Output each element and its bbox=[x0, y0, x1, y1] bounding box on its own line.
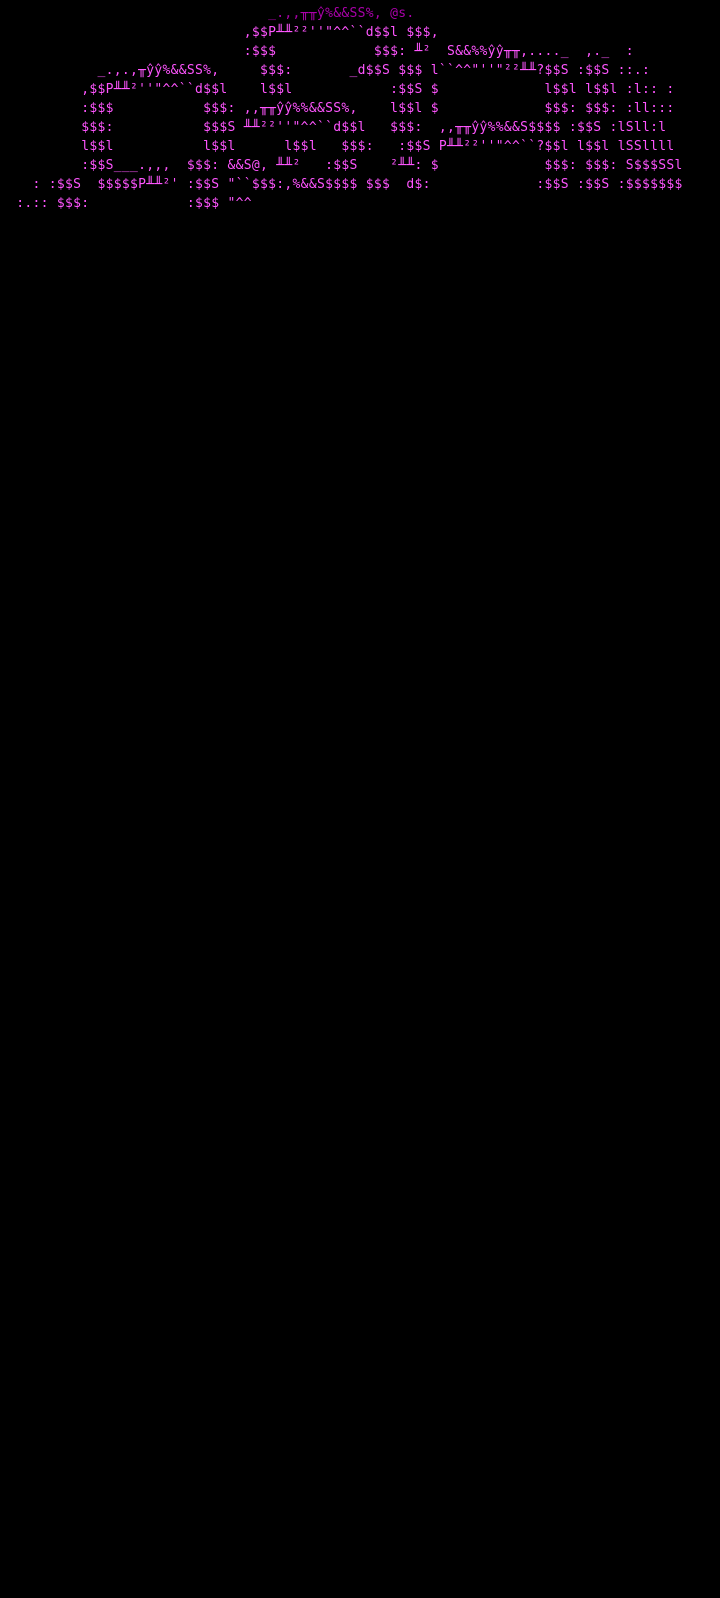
logo-art: _.,,╥╥ŷ%&&SS%, @s. ,$$P╨╨²²''"^^``d$$l $$$, :$$$ $$$: ╨² S&&%%ŷŷ╥╥,...._ ,._ : _.,.,╥ŷŷ%&&SS%, $$$: _d$$S $$$ l``^^"''"²²╨╨?$$S :$$S ::.: ,$$P╨╨²''"^^``d$$l l$$l :$$S $ l$$l l$$l :l:: : :$$$ $$$: ,,╥╥ŷŷ%%&&SS%, l$$l $ $$$: $$$: :ll::: $$$: $$$S ╨╨²²''"^^``d$$l $$$: ,,╥╥ŷŷ%%&&S$$$$ :$$S :lSll:l l$$l l$$l l$$l $$$: :$$S P╨╨²²''"^^``?$$l l$$l lSSllll :$$S___.,,, $$$: &&S@, ╨╨² :$$S ²╨╨: $ $$$: $$$: S$$$SSl : :$$S $$$$$P╨╨²' :$$S "``$$$:,%&&S$$$$ $$$ d$: :$$S :$$S :$$$$$$$ :.:: $$$: :$$$ "^^ bbox=[0, 6, 683, 211]
serial-ascii-logo bbox=[0, 4, 720, 424]
